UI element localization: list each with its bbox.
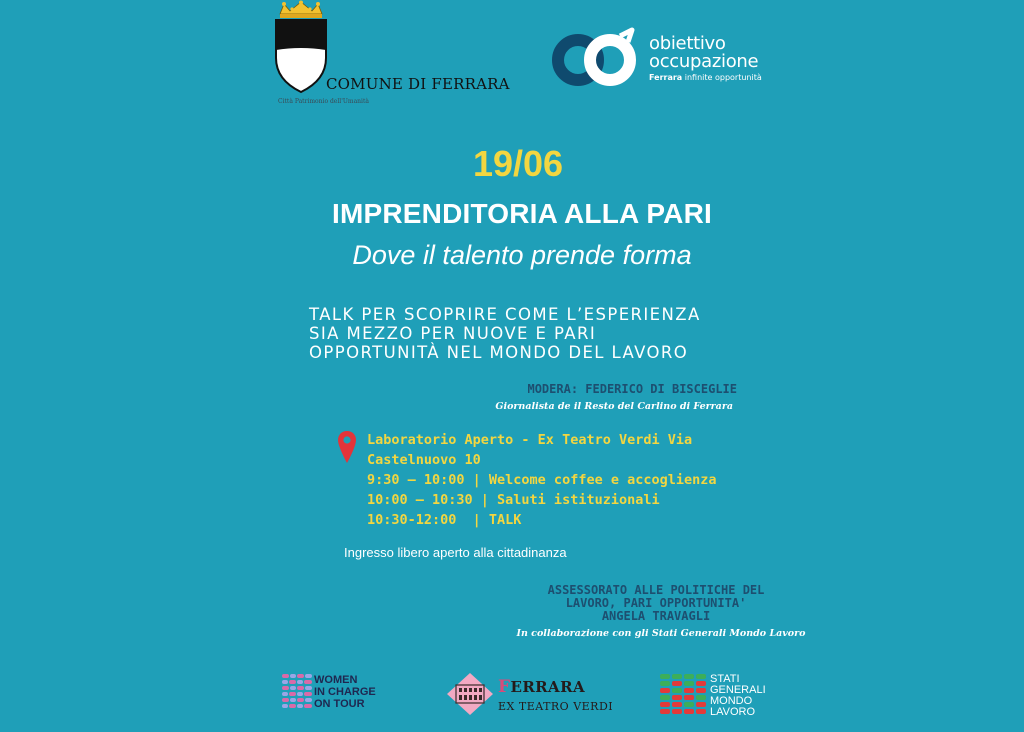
stati-generali-bars-icon: [660, 674, 706, 718]
occupazione-tagline: [649, 73, 762, 82]
ferrara-crest-icon: [270, 0, 332, 95]
schedule-item: 10:00 – 10:30 | Saluti istituzionali: [367, 492, 660, 508]
tagline-rest: infinite opportunità: [682, 73, 762, 82]
event-info: [367, 430, 717, 530]
organizer-line: ASSESSORATO ALLE POLITICHE DEL: [547, 583, 765, 597]
women-line: IN CHARGE: [314, 686, 376, 698]
collaboration-note: In collaborazione con gli Stati Generali Mondo Lavoro: [516, 628, 806, 639]
description-line: TALK PER SCOPRIRE COME L’ESPERIENZA: [309, 305, 701, 324]
description-line: OPPORTUNITÀ NEL MONDO DEL LAVORO: [309, 343, 689, 362]
obiettivo-occupazione-logo: [548, 24, 788, 88]
organizer-line: ANGELA TRAVAGLI: [601, 609, 711, 623]
location-line: Castelnuovo 10: [367, 452, 481, 468]
schedule-item: 9:30 – 10:00 | Welcome coffee e accoglienza: [367, 472, 717, 488]
comune-name: COMUNE DI FERRARA: [326, 75, 510, 93]
teatro-initial: F: [498, 677, 511, 697]
stati-line: STATI: [710, 673, 740, 685]
schedule-item: 10:30-12:00 | TALK: [367, 512, 522, 528]
women-text: [314, 674, 376, 710]
occupazione-line2: occupazione: [649, 51, 759, 72]
event-date: 19/06: [472, 143, 564, 184]
location-line: Laboratorio Aperto - Ex Teatro Verdi Via: [367, 432, 693, 448]
comune-di-ferrara-logo: [270, 0, 510, 115]
teatro-building-icon: [447, 673, 493, 715]
comune-subtitle: Città Patrimonio dell'Umanità: [278, 98, 369, 105]
description-line: SIA MEZZO PER NUOVE E PARI: [309, 324, 597, 343]
ex-teatro-verdi-logo: [447, 672, 617, 716]
women-line: WOMEN: [314, 674, 358, 686]
tagline-bold: Ferrara: [649, 73, 683, 82]
stati-line: GENERALI: [710, 684, 766, 696]
event-description: [309, 305, 701, 362]
stati-line: MONDO: [710, 695, 753, 707]
organizer-line: LAVORO, PARI OPPORTUNITA': [565, 596, 747, 610]
moderator: MODERA: FEDERICO DI BISCEGLIE: [527, 382, 737, 396]
organizer: [470, 584, 842, 623]
occupazione-line1: obiettivo: [649, 33, 726, 54]
moderator-role: Giornalista de il Resto del Carlino di Ferrara: [495, 401, 733, 412]
stati-text: [710, 674, 766, 718]
event-title: IMPRENDITORIA ALLA PARI: [331, 198, 712, 229]
entry-note: Ingresso libero aperto alla cittadinanza: [344, 545, 567, 560]
occupazione-logo-icon: [548, 26, 642, 86]
teatro-rest: ERRARA: [510, 678, 585, 696]
women-bars-icon: [282, 674, 312, 710]
teatro-sub: EX TEATRO VERDI: [498, 700, 614, 713]
stati-line: LAVORO: [710, 706, 756, 718]
women-line: ON TOUR: [314, 698, 365, 710]
stati-generali-logo: [660, 672, 780, 720]
teatro-name: [498, 677, 585, 697]
women-in-charge-logo: [282, 672, 402, 712]
event-subtitle: Dove il talento prende forma: [352, 240, 692, 270]
map-pin-icon: [337, 430, 357, 464]
